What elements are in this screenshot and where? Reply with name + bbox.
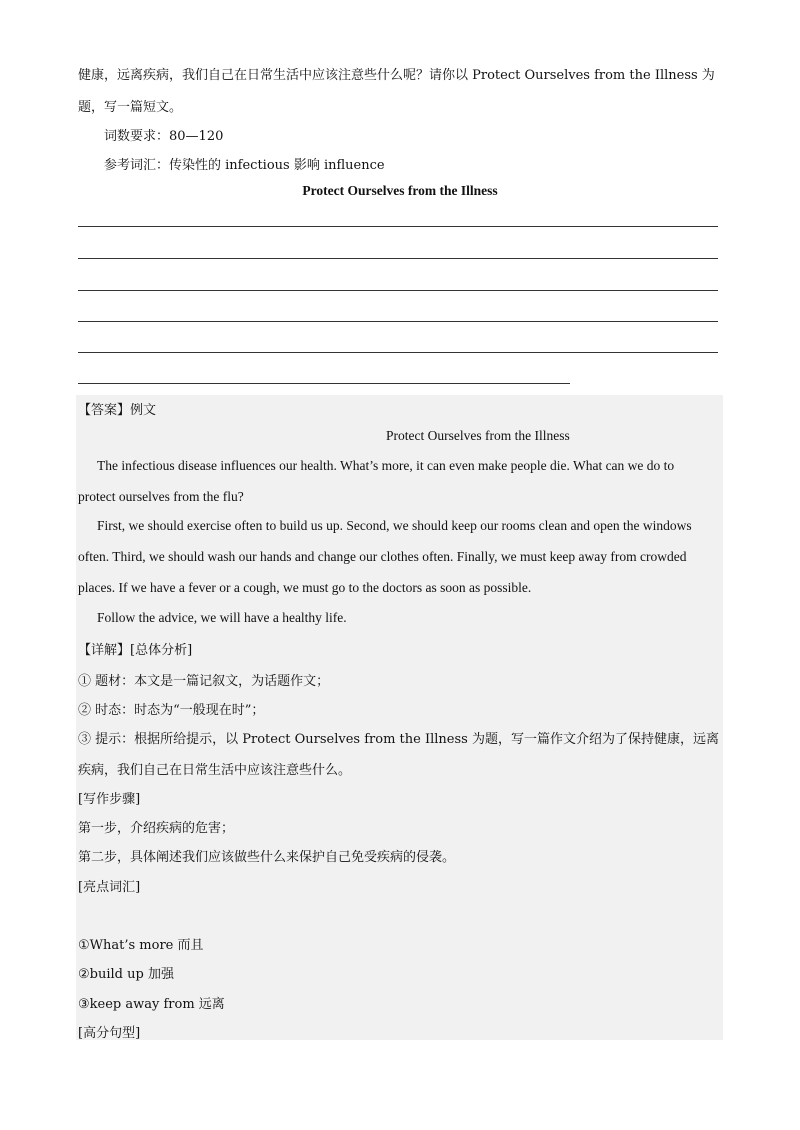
highlight-vocab-1: ①What’s more 而且 [78,938,204,953]
answer-paragraph-1-line-1: The infectious disease influences our health. What’s more, it can even make people die. What can we do to [97,458,675,473]
writing-steps-label: [写作步骤] [78,792,141,807]
answer-paragraph-2-line-1: First, we should exercise often to build us up. Second, we should keep our rooms clean and open the windows [97,518,692,533]
essay-title: Protect Ourselves from the Illness [302,183,498,198]
reference-vocabulary: 参考词汇：传染性的 infectious 影响 influence [104,158,385,173]
answer-paragraph-1-line-2: protect ourselves from the flu? [78,489,244,504]
writing-line [78,383,570,384]
prompt-line-2: 题，写一篇短文。 [78,100,183,115]
answer-paragraph-2-line-3: places. If we have a fever or a cough, we must go to the doctors as soon as possible. [78,580,532,595]
detail-label: 【详解】[总体分析] [78,643,193,658]
analysis-item-3-line-2: 疾病，我们自己在日常生活中应该注意些什么。 [78,763,352,778]
writing-line [78,352,718,353]
writing-step-2: 第二步，具体阐述我们应该做些什么来保护自己免受疾病的侵袭。 [78,850,456,865]
high-score-sentences-label: [高分句型] [78,1026,141,1041]
answer-essay-title: Protect Ourselves from the Illness [386,428,570,443]
writing-line [78,290,718,291]
highlight-vocab-3: ③keep away from 远离 [78,997,225,1012]
word-count-requirement: 词数要求：80—120 [104,129,224,144]
answer-paragraph-2-line-2: often. Third, we should wash our hands and change our clothes often. Finally, we must keep away from crowded [78,549,687,564]
answer-paragraph-3: Follow the advice, we will have a healthy life. [97,610,347,625]
writing-line [78,321,718,322]
answer-label: 【答案】例文 [78,403,157,418]
prompt-line-1: 健康，远离疾病，我们自己在日常生活中应该注意些什么呢？请你以 Protect Ourselves from the Illness 为 [78,68,715,83]
writing-step-1: 第一步，介绍疾病的危害； [78,821,235,836]
writing-line [78,258,718,259]
analysis-item-1: ① 题材：本文是一篇记叙文，为话题作文； [78,674,330,689]
highlight-vocab-2: ②build up 加强 [78,967,174,982]
writing-line [78,226,718,227]
highlight-vocab-label: [亮点词汇] [78,880,141,895]
analysis-item-2: ② 时态：时态为“一般现在时”； [78,703,265,718]
analysis-item-3-line-1: ③ 提示：根据所给提示，以 Protect Ourselves from the Illness 为题，写一篇作文介绍为了保持健康，远离 [78,732,719,747]
